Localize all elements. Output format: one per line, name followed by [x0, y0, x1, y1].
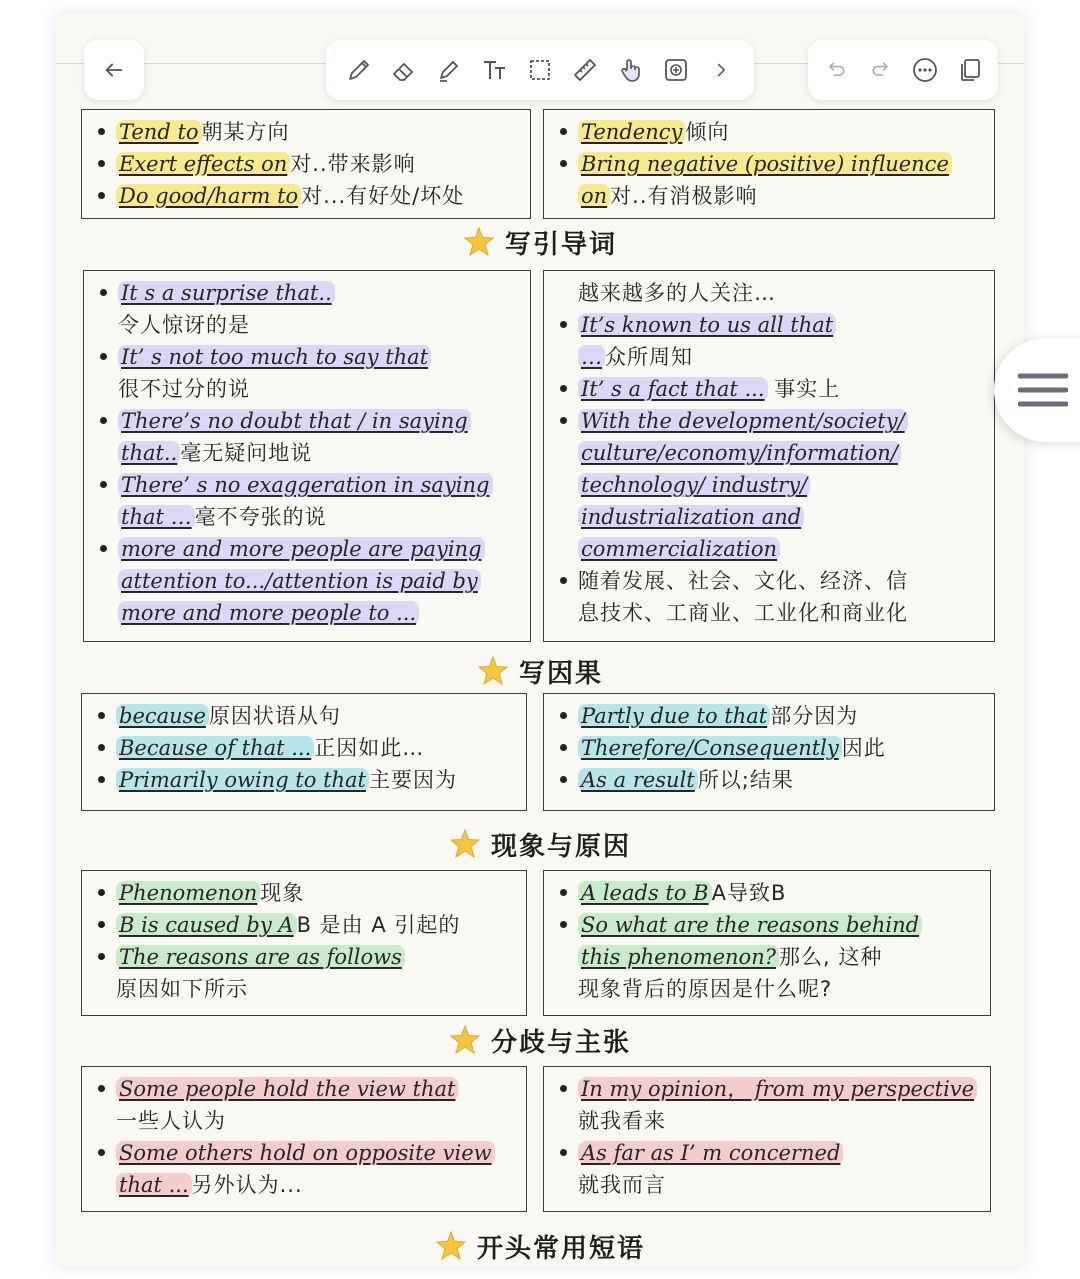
pen-icon	[345, 56, 373, 84]
star-icon	[435, 1230, 467, 1262]
vocab-box-intro-right	[543, 270, 995, 642]
list-item: Exert effects on 对..带来影响	[94, 148, 520, 180]
back-button[interactable]	[84, 40, 144, 100]
arrow-left-icon	[101, 57, 127, 83]
list-item: As a result 所以;结果	[556, 764, 984, 796]
image-insert-icon	[662, 56, 690, 84]
vocab-box-influence-right	[543, 109, 995, 219]
list-item: because 原因状语从句	[94, 700, 516, 732]
list-item: Tendency 倾向	[556, 116, 984, 148]
list-item: Primarily owing to that 主要因为	[94, 764, 516, 796]
list-item: It s a surprise that.. 令人惊讶的是	[96, 277, 520, 341]
list-item: Phenomenon 现象	[94, 877, 516, 909]
list-item: As far as I’ m concerned 就我而言	[556, 1137, 980, 1201]
star-icon	[449, 1024, 481, 1056]
list-item: There’s no doubt that / in saying that.. 毫无疑问地说	[96, 405, 520, 469]
section-heading: 写引导词	[56, 222, 1024, 262]
vocab-box-opinion-left	[81, 1066, 527, 1212]
list-item: The reasons are as follows 原因如下所示	[94, 941, 516, 1005]
eraser-tool-button[interactable]	[386, 52, 422, 88]
section-heading: 写因果	[56, 651, 1024, 691]
star-icon	[449, 828, 481, 860]
text-tool-button[interactable]	[477, 52, 513, 88]
vocab-box-cause-right	[543, 693, 995, 811]
section-heading: 开头常用短语	[56, 1226, 1024, 1266]
redo-button[interactable]	[863, 52, 899, 88]
vocab-box-opinion-right	[543, 1066, 991, 1212]
vocab-box-cause-left	[81, 693, 527, 811]
pages-button[interactable]	[952, 52, 988, 88]
undo-icon	[824, 58, 848, 82]
list-item: more and more people are paying attention to.../attention is paid by more and more people to ...	[96, 533, 520, 629]
image-insert-button[interactable]	[658, 52, 694, 88]
star-icon	[463, 226, 495, 258]
section-heading: 分歧与主张	[56, 1020, 1024, 1060]
more-icon	[911, 56, 939, 84]
list-item: Partly due to that 部分因为	[556, 700, 984, 732]
vocab-box-intro-left	[83, 270, 531, 642]
list-item: Because of that ... 正因如此…	[94, 732, 516, 764]
more-button[interactable]	[907, 52, 943, 88]
pages-icon	[956, 56, 984, 84]
drawing-toolbar	[326, 40, 754, 100]
more-tools-button[interactable]	[703, 52, 739, 88]
list-item: It’ s not too much to say that 很不过分的说	[96, 341, 520, 405]
list-item: Tend to 朝某方向	[94, 116, 520, 148]
undo-button[interactable]	[818, 52, 854, 88]
note-page	[56, 14, 1024, 1266]
highlighter-tool-button[interactable]	[431, 52, 467, 88]
list-item: Do good/harm to 对...有好处/坏处	[94, 180, 520, 212]
list-item: There’ s no exaggeration in saying that … 毫不夸张的说	[96, 469, 520, 533]
touch-tool-button[interactable]	[613, 52, 649, 88]
hamburger-menu-icon	[1018, 372, 1068, 408]
redo-icon	[869, 58, 893, 82]
list-item: It’s known to us all that … 众所周知	[556, 309, 984, 373]
lasso-select-icon	[526, 56, 554, 84]
list-item: 随着发展、社会、文化、经济、信 息技术、工商业、工业化和商业化	[556, 565, 984, 629]
lasso-select-button[interactable]	[522, 52, 558, 88]
chevron-right-icon	[710, 59, 732, 81]
list-item: Therefore/Consequently 因此	[556, 732, 984, 764]
eraser-icon	[390, 56, 418, 84]
action-toolbar	[808, 40, 998, 100]
intro-note: 越来越多的人关注…	[578, 281, 776, 305]
vocab-box-phenomenon-right	[543, 870, 991, 1016]
hand-touch-icon	[617, 56, 645, 84]
ruler-icon	[571, 56, 599, 84]
star-icon	[477, 655, 509, 687]
text-tool-icon	[481, 56, 509, 84]
list-item: In my opinion， from my perspective 就我看来	[556, 1073, 980, 1137]
list-item: Some others hold on opposite view that ... 另外认为...	[94, 1137, 516, 1201]
list-item: It’ s a fact that ... 事实上	[556, 373, 984, 405]
list-item: With the development/society/ culture/economy/information/ technology/ industry/ industrialization and commercialization	[556, 405, 984, 565]
section-heading: 现象与原因	[56, 824, 1024, 864]
highlighter-icon	[435, 56, 463, 84]
list-item: B is caused by A B 是由 A 引起的	[94, 909, 516, 941]
vocab-box-phenomenon-left	[81, 870, 527, 1016]
list-item: Some people hold the view that 一些人认为	[94, 1073, 516, 1137]
list-item: So what are the reasons behind this phenomenon? 那么, 这种 现象背后的原因是什么呢?	[556, 909, 980, 1005]
pen-tool-button[interactable]	[341, 52, 377, 88]
list-item: Bring negative (positive) influence on 对..有消极影响	[556, 148, 984, 212]
ruler-tool-button[interactable]	[567, 52, 603, 88]
vocab-box-influence-left	[81, 109, 531, 219]
list-item: A leads to B A导致B	[556, 877, 980, 909]
